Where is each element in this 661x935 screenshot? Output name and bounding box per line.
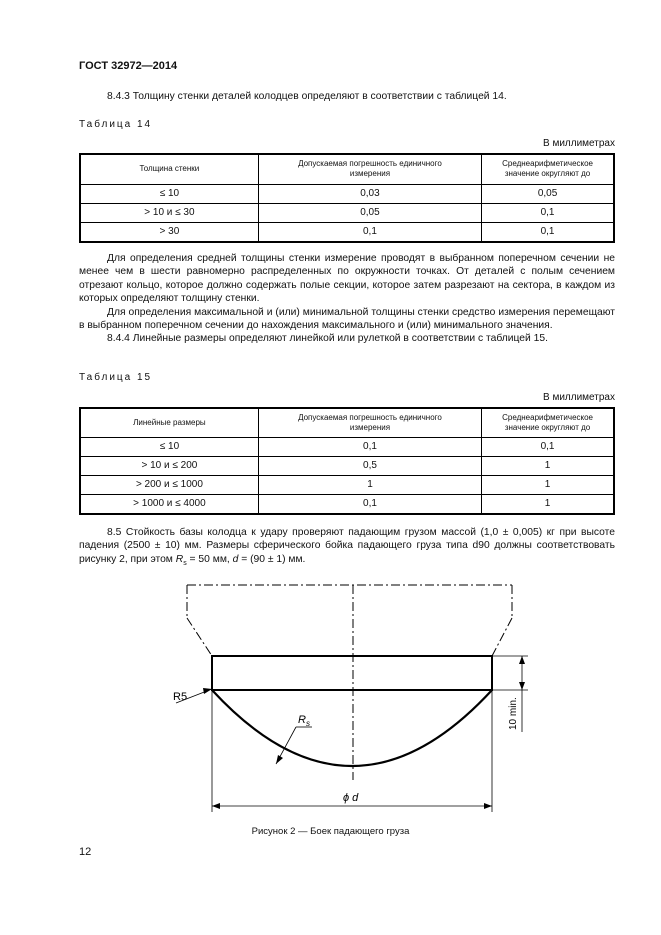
table15-caption: Таблица 15 — [79, 372, 153, 383]
table-cell: 0,1 — [482, 222, 614, 242]
table14-units: В миллиметрах — [543, 138, 615, 149]
table-cell: 1 — [258, 475, 481, 494]
section-8-5-part1: 8.5 Стойкость базы колодца к удару проверяют падающим грузом массой (1,0 ± 0,005) кг при высоте падения (2500 ± 10) мм. Размеры сферического бойка падающего груза типа d90 должны соответствовать рисунку 2, при этом — [79, 527, 615, 565]
label-r5: R5 — [173, 691, 188, 703]
table14-header-col2: Допускаемая погрешность единичного измерения — [258, 154, 481, 184]
table-cell: > 10 и ≤ 30 — [80, 203, 258, 222]
table15-header-col3: Среднеарифметическое значение округляют до — [482, 408, 614, 437]
table-cell: ≤ 10 — [80, 184, 258, 203]
table-cell: > 10 и ≤ 200 — [80, 456, 258, 475]
table-cell: 0,1 — [482, 437, 614, 456]
table-cell: ≤ 10 — [80, 437, 258, 456]
section-8-5-part3: = (90 ± 1) мм. — [238, 553, 306, 565]
table-cell: > 200 и ≤ 1000 — [80, 475, 258, 494]
label-10min: 10 min. — [508, 697, 519, 730]
figure-caption: Рисунок 2 — Боек падающего груза — [251, 826, 410, 837]
section-8-4-3-text: 8.4.3 Толщину стенки деталей колодцев определяют в соответствии с таблицей 14. — [107, 91, 507, 102]
paragraph-average-thickness: Для определения средней толщины стенки измерение проводят в выбранном поперечном сечении не менее чем в шести равномерно распределенных по окружности точках. От деталей с полым сечением отрезают кольцо, которое должно содержать полые секции, которое затем разрезают на сектора, в каждом из которых определяют толщину стенки. — [79, 253, 615, 305]
table14-header-col3: Среднеарифметическое значение округляют до — [482, 154, 614, 184]
holder-left-taper — [187, 618, 212, 656]
paragraph-min-max-thickness: Для определения максимальной и (или) минимальной толщины стенки средство измерения перемещают в выбранном поперечном сечении до нахождения максимального и (или) минимального значения. — [79, 306, 615, 332]
table15-header-col2: Допускаемая погрешность единичного измерения — [258, 408, 481, 437]
table-cell: 1 — [482, 475, 614, 494]
table-cell: 0,1 — [482, 203, 614, 222]
holder-dashed-outline — [187, 585, 512, 780]
arrow-10min-top — [519, 656, 525, 664]
arrow-diameter-left — [212, 803, 220, 809]
document-header: ГОСТ 32972—2014 — [79, 60, 178, 72]
label-phi-d: ϕ d — [343, 792, 359, 804]
table-cell: 0,05 — [258, 203, 481, 222]
striker-cylinder — [212, 656, 492, 690]
arrow-diameter-right — [484, 803, 492, 809]
d-symbol: d — [232, 553, 239, 565]
table-cell: > 30 — [80, 222, 258, 242]
holder-right-taper — [492, 618, 512, 656]
striker-spherical-cap — [212, 690, 492, 766]
section-8-4-4-text: 8.4.4 Линейные размеры определяют линейкой или рулеткой в соответствии с таблицей 15. — [107, 333, 548, 345]
table-cell: 0,03 — [258, 184, 481, 203]
table-cell: 0,5 — [258, 456, 481, 475]
table-cell: 1 — [482, 494, 614, 514]
table14-header-col1: Толщина стенки — [80, 154, 258, 184]
rs-symbol: R — [175, 553, 184, 565]
table-cell: 0,1 — [258, 222, 481, 242]
section-8-5-part2: = 50 мм, — [186, 553, 233, 565]
table15-header-col1: Линейные размеры — [80, 408, 258, 437]
table-cell: 0,05 — [482, 184, 614, 203]
table15-units: В миллиметрах — [543, 392, 615, 403]
table-cell: 1 — [482, 456, 614, 475]
label-rs-symbol: R — [298, 714, 306, 726]
table-cell: 0,1 — [258, 494, 481, 514]
table-cell: > 1000 и ≤ 4000 — [80, 494, 258, 514]
rs-subscript: s — [183, 559, 187, 567]
arrow-r5 — [203, 688, 212, 694]
label-rs — [298, 714, 310, 728]
arrow-rs — [276, 755, 283, 764]
label-rs-subscript: s — [305, 719, 310, 728]
table-cell: 0,1 — [258, 437, 481, 456]
page-number: 12 — [79, 846, 92, 858]
table14-caption: Таблица 14 — [79, 119, 153, 130]
arrow-10min-bottom — [519, 682, 525, 690]
